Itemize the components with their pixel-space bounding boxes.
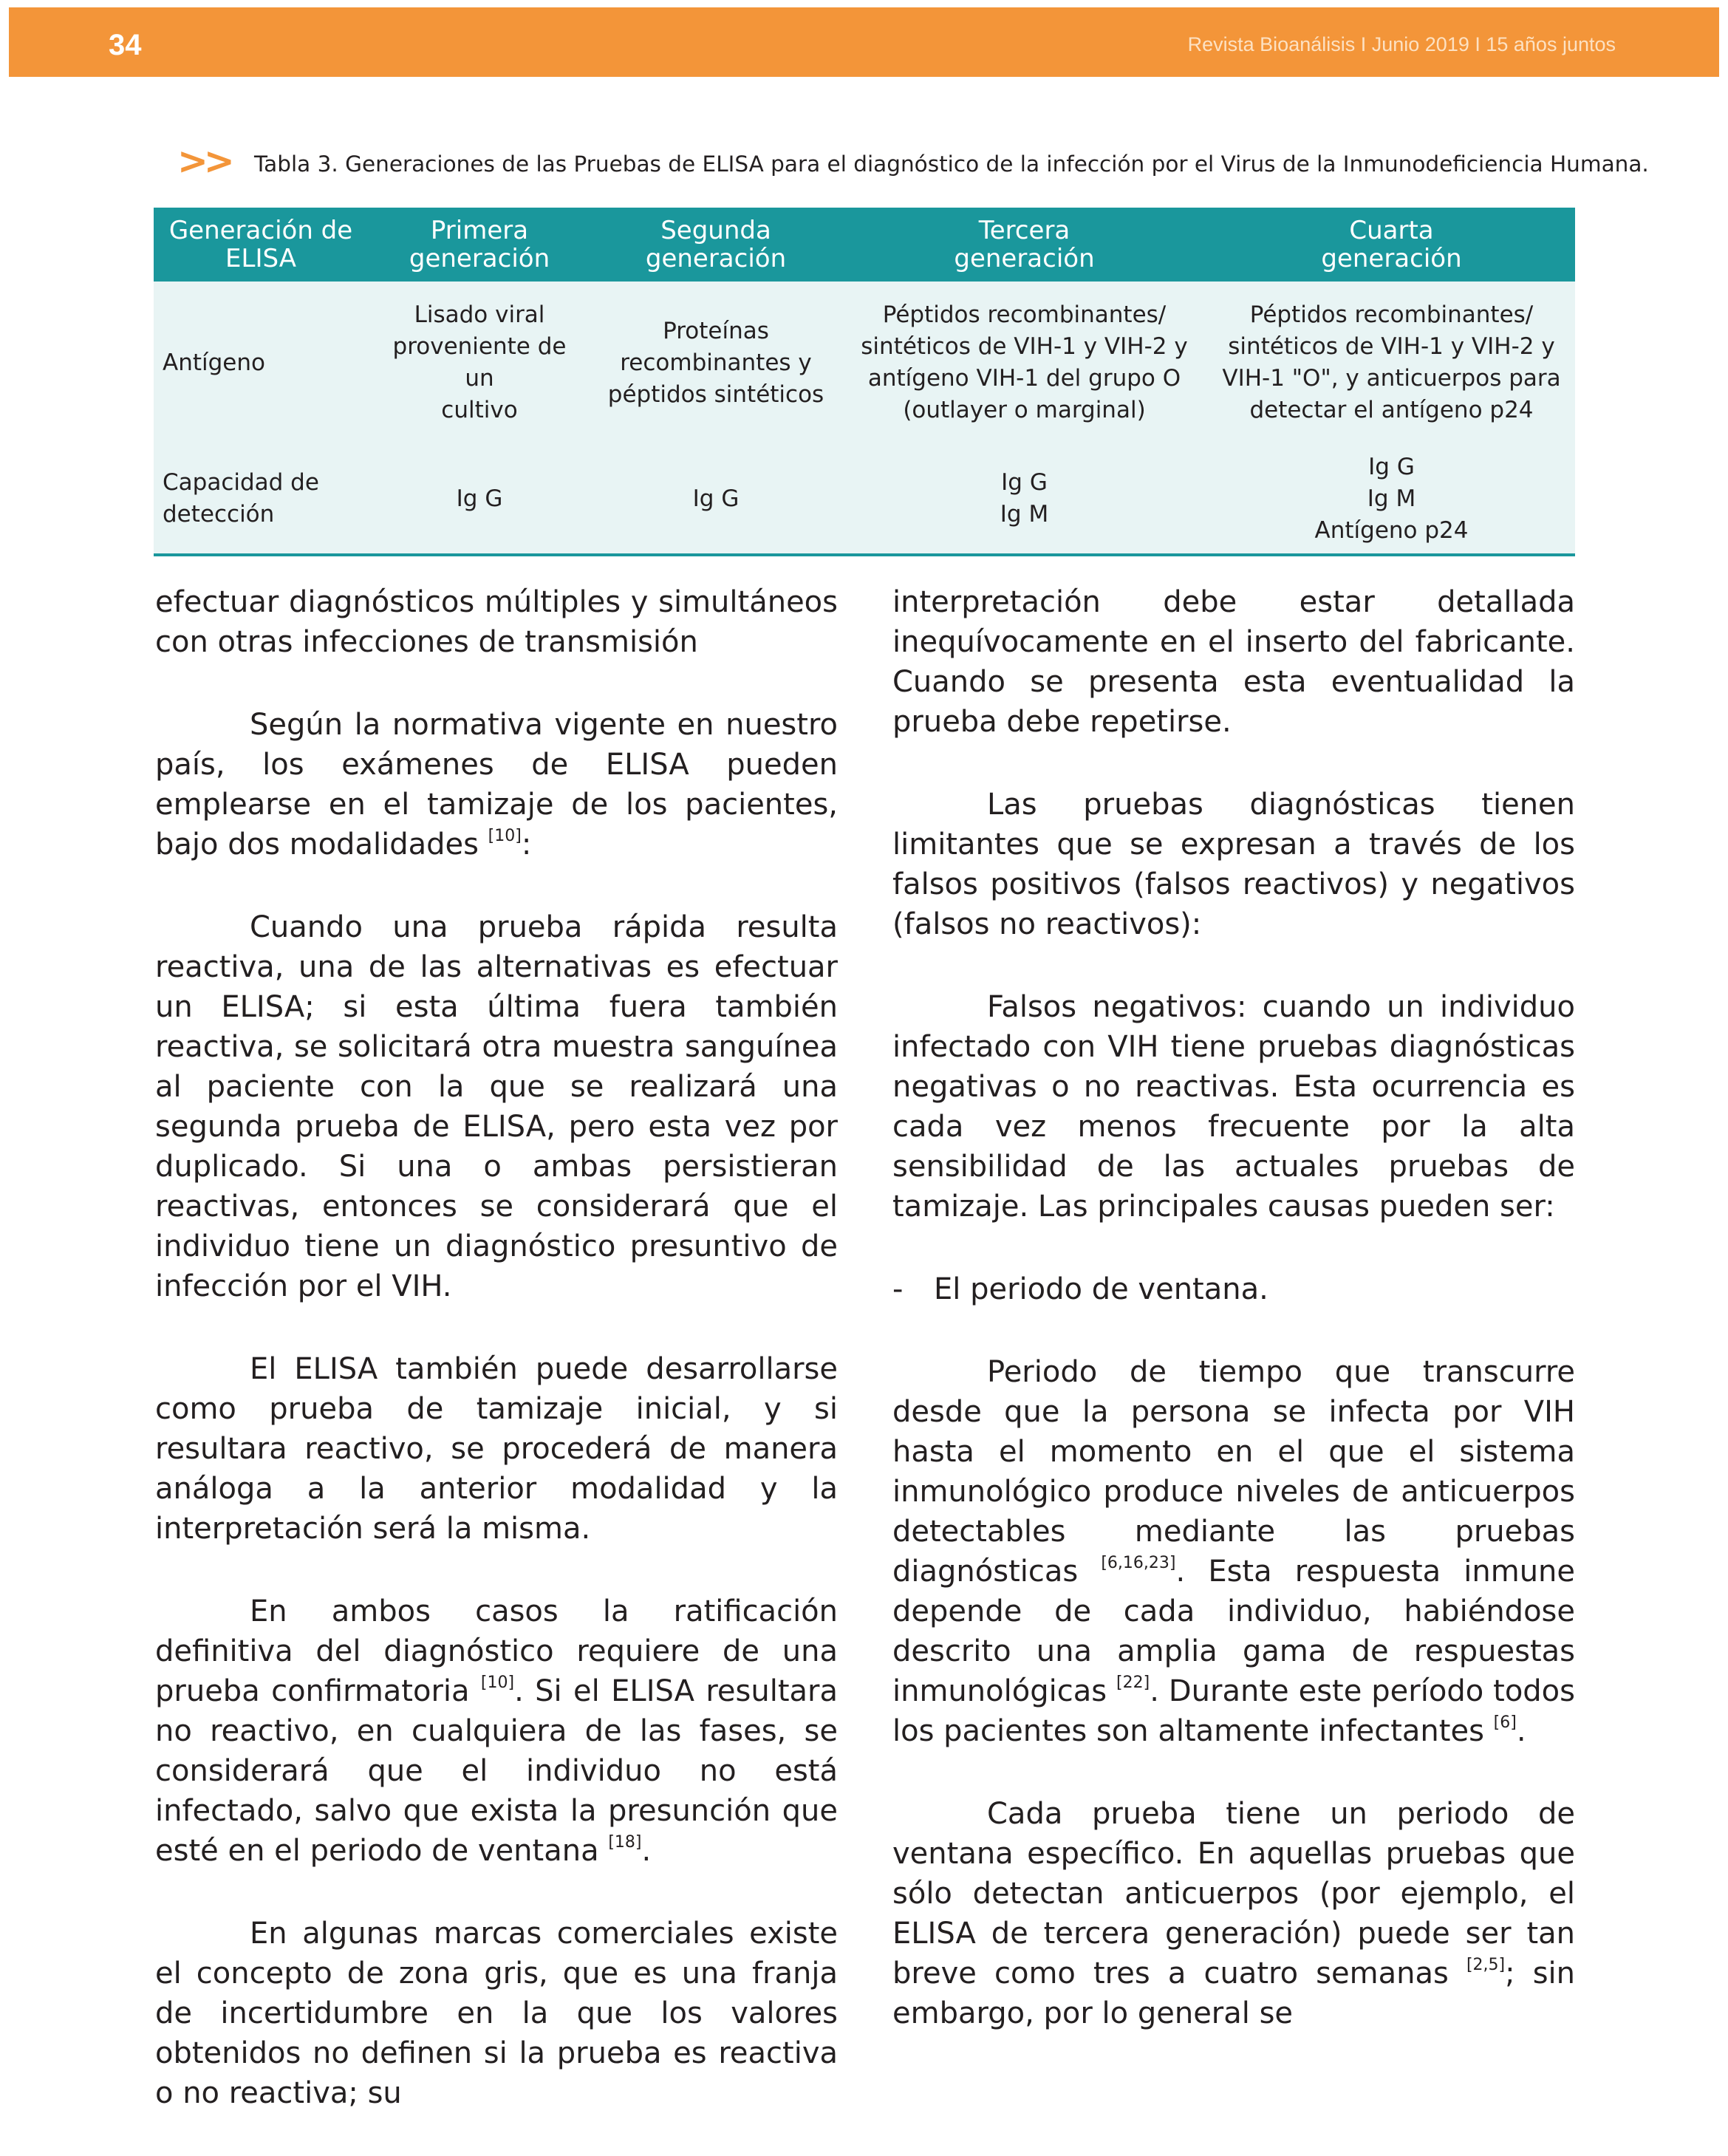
cell-text: detectar el antígeno p24 <box>1249 397 1534 423</box>
cell-text: Ig G <box>692 485 740 512</box>
cell-text: Ig G <box>1001 469 1048 496</box>
header-cell-fourth <box>1208 208 1575 282</box>
table-header-row <box>154 208 1575 282</box>
paragraph: efectuar diagnósticos múltiples y simultáneos con otras infecciones de transmisión <box>155 585 838 659</box>
citation: [6] <box>1493 1713 1517 1732</box>
paragraph: El ELISA también puede desarrollarse como prueba de tamizaje inicial, y si resultara reactivo, se procederá de manera análoga a la anterior modalidad y la interpretación será la misma. <box>155 1352 838 1546</box>
right-column <box>892 582 1575 2076</box>
table-row <box>154 282 1575 444</box>
citation: [2,5] <box>1466 1956 1506 1974</box>
cell-text: Ig M <box>1367 485 1416 512</box>
paragraph-text: . Esta respuesta inmune depende de cada individuo, habiéndose descrito una amplia gama de respuestas inmunológicas <box>892 1555 1576 1708</box>
cell-text: VIH-1 "O", y anticuerpos para <box>1222 365 1561 392</box>
paragraph-text: . <box>1516 1714 1526 1748</box>
cell-text: Péptidos recombinantes/ <box>1249 301 1534 328</box>
row-label-antigen <box>154 282 368 444</box>
table-cell <box>368 282 591 444</box>
paragraph-text: Según la normativa vigente en nuestro país, los exámenes de ELISA pueden emplearse en el tamizaje de los pacientes, bajo dos modalidades <box>155 708 838 862</box>
cell-text: péptidos sintéticos <box>607 381 824 408</box>
citation: [10] <box>480 1674 515 1692</box>
paragraph: Cuando una prueba rápida resulta reactiva, una de las alternativas es efectuar un ELISA; si esta última fuera también reactiva, se solicitará otra muestra sanguínea al paciente con la que se realizará una segunda prueba de ELISA, pero esta vez por duplicado. Si una o ambas persistieran reactivas, entonces se considerará que el individuo tiene un diagnóstico presuntivo de infección por el VIH. <box>155 910 838 1303</box>
paragraph: interpretación debe estar detallada inequívocamente en el inserto del fabricante. Cuando se presenta esta eventualidad la prueba debe repetirse. <box>892 585 1575 739</box>
header-text: generación <box>645 244 787 273</box>
table-cell <box>368 444 591 555</box>
header-text: generación <box>1321 244 1462 273</box>
cell-text: Proteínas <box>663 317 769 344</box>
cell-text: Péptidos recombinantes/ <box>882 301 1167 328</box>
cell-text: Ig M <box>1000 501 1049 528</box>
header-text: ELISA <box>225 244 296 273</box>
header-text: generación <box>409 244 550 273</box>
paragraph-text: . <box>641 1834 652 1868</box>
citation: [10] <box>488 827 522 845</box>
table-cell <box>1208 282 1575 444</box>
header-text: Cuarta <box>1349 216 1434 245</box>
cell-text: sintéticos de VIH-1 y VIH-2 y <box>861 333 1188 360</box>
list-item-text: El periodo de ventana. <box>934 1272 1268 1306</box>
header-cell-first <box>368 208 591 282</box>
citation: [22] <box>1116 1674 1150 1692</box>
paragraph <box>155 1592 838 1871</box>
header-cell-generation <box>154 208 368 282</box>
cell-text: sintéticos de VIH-1 y VIH-2 y <box>1228 333 1555 360</box>
header-cell-third <box>841 208 1208 282</box>
row-label-capacity <box>154 444 368 555</box>
paragraph-text: ; sin embargo, por lo general se <box>892 1957 1576 2030</box>
paragraph: Las pruebas diagnósticas tienen limitantes que se expresan a través de los falsos positivos (falsos reactivos) y negativos (falsos no reactivos): <box>892 788 1575 941</box>
header-cell-second <box>591 208 841 282</box>
header-text: Generación de <box>168 216 353 245</box>
row-label-text: Antígeno <box>163 349 265 376</box>
paragraph <box>892 1352 1575 1751</box>
journal-info: Revista Bioanálisis I Junio 2019 I 15 años juntos <box>1187 33 1616 55</box>
cell-text: Ig G <box>456 485 503 512</box>
paragraph <box>155 705 838 864</box>
header-text: generación <box>954 244 1095 273</box>
list-item <box>892 1269 1575 1309</box>
row-label-text: detección <box>163 501 275 528</box>
table-cell <box>591 444 841 555</box>
list-dash: - <box>892 1272 904 1306</box>
paragraph-text: Periodo de tiempo que transcurre desde que la persona se infecta por VIH hasta el momento en el que el sistema inmunológico produce niveles de anticuerpos detectables mediante las pruebas diagnósticas <box>892 1355 1575 1589</box>
elisa-generations-table <box>154 208 1575 556</box>
header-text: Primera <box>430 216 529 245</box>
citation: [18] <box>608 1833 642 1852</box>
caption-text: Tabla 3. Generaciones de las Pruebas de ELISA para el diagnóstico de la infección por el Virus de la Inmunodeficiencia Humana. <box>254 151 1649 177</box>
paragraph-text: . Durante este período todos los pacientes son altamente infectantes <box>892 1674 1575 1748</box>
paragraph <box>892 1794 1575 2033</box>
cell-text: Lisado viral <box>414 301 545 328</box>
table-cell <box>1208 444 1575 555</box>
paragraph-text: En ambos casos la ratificación definitiva del diagnóstico requiere de una prueba confirmatoria <box>155 1594 838 1708</box>
cell-text: recombinantes y <box>620 349 812 376</box>
paragraph-text: : <box>521 828 532 862</box>
cell-text: Antígeno p24 <box>1314 516 1469 544</box>
row-label-text: Capacidad de <box>163 469 319 496</box>
paragraph-text: . Si el ELISA resultara no reactivo, en cualquiera de las fases, se considerará que el individuo no está infectado, salvo que exista la presunción que esté en el periodo de ventana <box>155 1674 838 1868</box>
paragraph: En algunas marcas comerciales existe el concepto de zona gris, que es una franja de incertidumbre en la que los valores obtenidos no definen si la prueba es reactiva o no reactiva; su <box>155 1917 838 2110</box>
page-number: 34 <box>109 29 142 61</box>
table-cell <box>841 444 1208 555</box>
header-text: Segunda <box>660 216 771 245</box>
cell-text: (outlayer o marginal) <box>903 397 1146 423</box>
table-cell <box>591 282 841 444</box>
header-bar <box>9 7 1719 77</box>
cell-text: Ig G <box>1368 453 1415 480</box>
chevron-right-icon: >> <box>177 140 230 182</box>
cell-text: proveniente de un <box>392 333 567 392</box>
table-cell <box>841 282 1208 444</box>
left-column <box>155 582 838 2156</box>
cell-text: cultivo <box>441 397 518 423</box>
paragraph: Falsos negativos: cuando un individuo infectado con VIH tiene pruebas diagnósticas negativas o no reactivas. Esta ocurrencia es cada vez menos frecuente por la alta sensibilidad de las actuales pruebas de tamizaje. Las principales causas pueden ser: <box>892 990 1575 1224</box>
table-row <box>154 444 1575 555</box>
citation: [6,16,23] <box>1101 1554 1176 1572</box>
paragraph-text: Cada prueba tiene un periodo de ventana específico. En aquellas pruebas que sólo detectan anticuerpos (por ejemplo, el ELISA de tercera generación) puede ser tan breve como tres a cuatro semanas <box>892 1797 1575 1990</box>
header-text: Tercera <box>978 216 1070 245</box>
cell-text: antígeno VIH-1 del grupo O <box>867 365 1181 392</box>
